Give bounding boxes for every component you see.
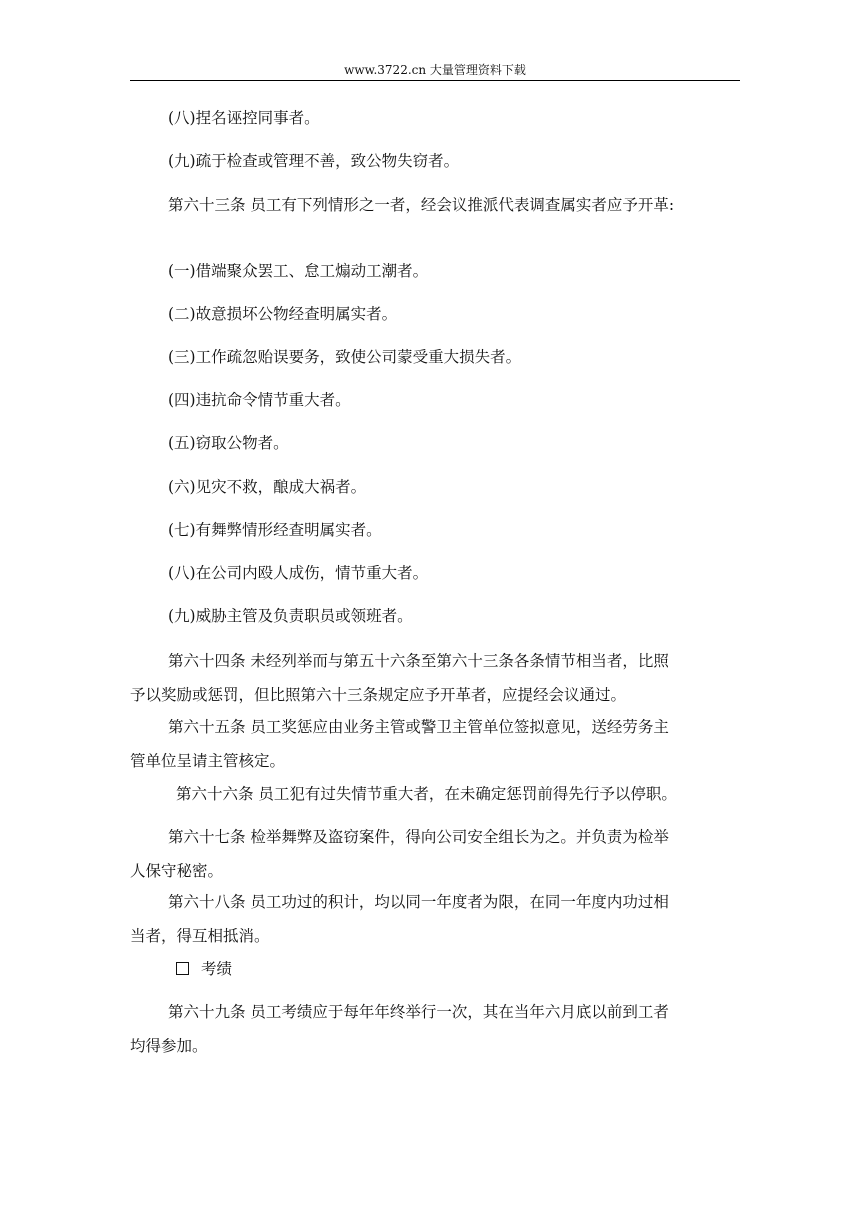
article-67 [130, 827, 740, 895]
header-divider [130, 80, 740, 81]
clause-line: (八)捏名诬控同事者。 [168, 109, 320, 127]
clause-line: (六)见灾不救，酿成大祸者。 [168, 478, 367, 496]
article-69 [130, 1002, 740, 1070]
clause-line: (二)故意损坏公物经查明属实者。 [168, 305, 398, 323]
clause-line: (一)借端聚众罢工、怠工煽动工潮者。 [168, 262, 429, 280]
paragraph-line: 第六十七条 检举舞弊及盗窃案件，得向公司安全组长为之。并负责为检举 [168, 828, 669, 846]
clause-line: (九)威胁主管及负责职员或领班者。 [168, 607, 413, 625]
paragraph-line: 当者，得互相抵消。 [130, 927, 270, 945]
page-header: www.3722.cn 大量管理资料下载 [344, 63, 526, 77]
paragraph-line: 均得参加。 [130, 1037, 208, 1055]
paragraph-line: 管单位呈请主管核定。 [130, 752, 286, 770]
paragraph-line: 人保守秘密。 [130, 862, 224, 880]
paragraph-line: 第六十五条 员工奖惩应由业务主管或警卫主管单位签拟意见，送经劳务主 [168, 718, 669, 736]
clause-line: (九)疏于检查或管理不善，致公物失窃者。 [168, 152, 460, 170]
section-heading [176, 959, 756, 979]
article-68 [130, 892, 740, 960]
checkbox-square-icon [176, 962, 189, 975]
paragraph-line: 第六十八条 员工功过的积计，均以同一年度者为限，在同一年度内功过相 [168, 893, 669, 911]
clause-line: (八)在公司内殴人成伤，情节重大者。 [168, 564, 429, 582]
clause-line: (五)窃取公物者。 [168, 434, 289, 452]
article-63: 第六十三条 员工有下列情形之一者，经会议推派代表调查属实者应予开革: [168, 196, 675, 214]
clause-line: (三)工作疏忽贻误要务，致使公司蒙受重大损失者。 [168, 348, 522, 366]
paragraph-line: 第六十九条 员工考绩应于每年年终举行一次，其在当年六月底以前到工者 [168, 1003, 669, 1021]
section-title: 考绩 [201, 960, 233, 978]
article-66: 第六十六条 员工犯有过失情节重大者，在未确定惩罚前得先行予以停职。 [176, 785, 677, 803]
article-65 [130, 717, 740, 785]
article-64 [130, 651, 740, 719]
paragraph-line: 予以奖励或惩罚，但比照第六十三条规定应予开革者，应提经会议通过。 [130, 686, 627, 704]
paragraph-line: 第六十四条 未经列举而与第五十六条至第六十三条各条情节相当者，比照 [168, 652, 669, 670]
clause-line: (七)有舞弊情形经查明属实者。 [168, 521, 382, 539]
clause-line: (四)违抗命令情节重大者。 [168, 391, 351, 409]
